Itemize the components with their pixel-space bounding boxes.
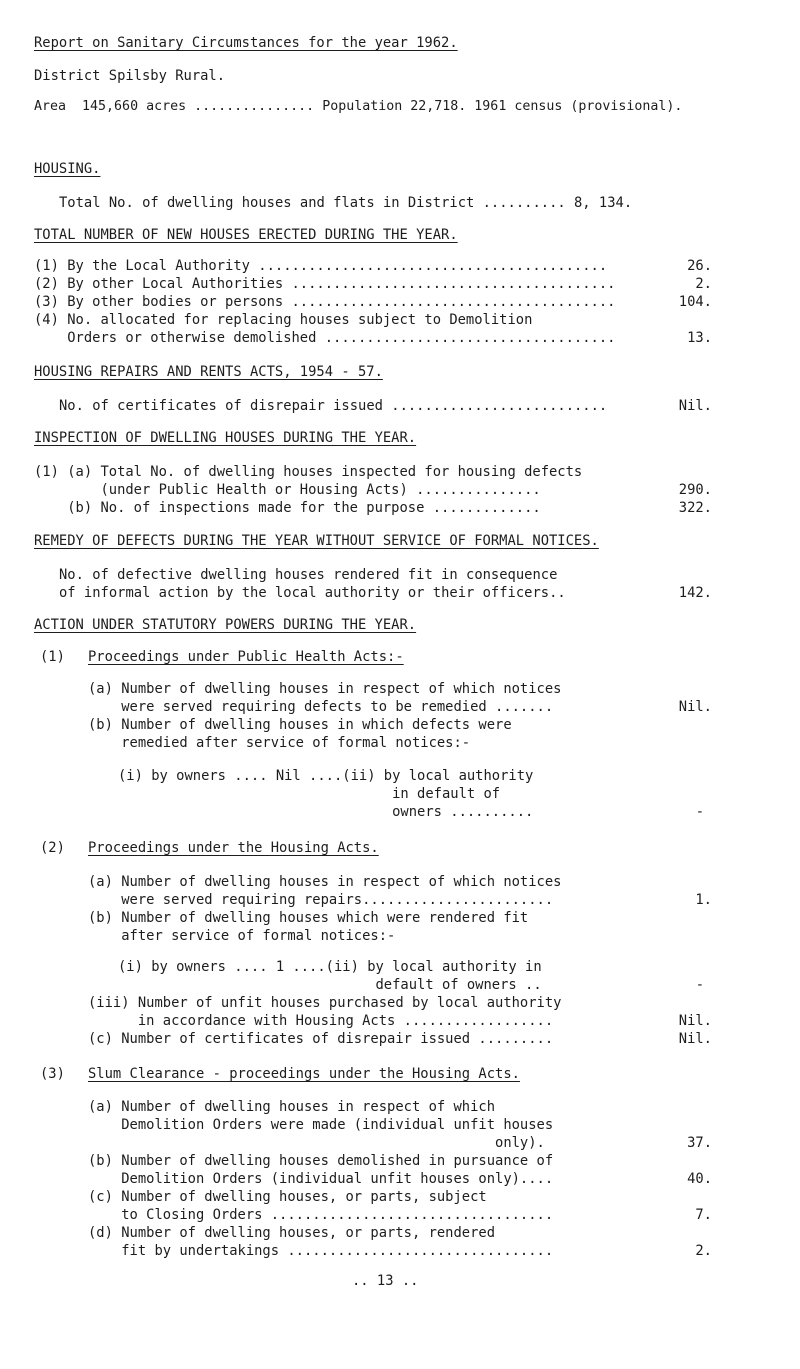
remedy-heading: REMEDY OF DEFECTS DURING THE YEAR WITHOUT SERVICE OF FORMAL NOTICES. <box>34 533 599 549</box>
sc-a-line-2: Demolition Orders were made (individual unfit houses <box>88 1117 554 1133</box>
inspection-line-a1: (1) (a) Total No. of dwelling houses inspected for housing defects <box>34 464 583 480</box>
sc-c-line-2: to Closing Orders .................................. <box>88 1207 554 1223</box>
inspection-value-b: 322. <box>678 500 712 516</box>
ph-a-value: Nil. <box>678 699 712 715</box>
section-number-2: (2) <box>40 840 65 856</box>
new-houses-item-3: (3) By other bodies or persons ....................................... <box>34 294 616 310</box>
ph-i-line-1: (i) by owners .... Nil ....(ii) by local authority <box>118 768 534 784</box>
sc-b-line-2: Demolition Orders (individual unfit houses only).... <box>88 1171 554 1187</box>
sc-a-value: 37. <box>687 1135 712 1151</box>
ph-i-line-2: in default of <box>118 786 501 802</box>
new-houses-value-4: 13. <box>687 330 712 346</box>
total-dwellings-line: Total No. of dwelling houses and flats in District .......... 8, 134. <box>59 195 633 211</box>
ha-i-line-1: (i) by owners .... 1 ....(ii) by local authority in <box>118 959 542 975</box>
district-line: District Spilsby Rural. <box>34 68 226 84</box>
inspection-line-a2: (under Public Health or Housing Acts) ............... <box>34 482 541 498</box>
sc-b-value: 40. <box>687 1171 712 1187</box>
repairs-line: No. of certificates of disrepair issued .......................... <box>59 398 608 414</box>
repairs-value: Nil. <box>678 398 712 414</box>
ha-a-line-1: (a) Number of dwelling houses in respect of which notices <box>88 874 562 890</box>
ha-a-value: 1. <box>695 892 712 908</box>
ph-i-value: - <box>695 804 704 820</box>
sc-d-line-1: (d) Number of dwelling houses, or parts, rendered <box>88 1225 496 1241</box>
sc-d-line-2: fit by undertakings ................................ <box>88 1243 554 1259</box>
ph-b-line-1: (b) Number of dwelling houses in which defects were <box>88 717 512 733</box>
new-houses-heading: TOTAL NUMBER OF NEW HOUSES ERECTED DURING THE YEAR. <box>34 227 458 243</box>
report-title: Report on Sanitary Circumstances for the year 1962. <box>34 35 458 51</box>
new-houses-item-4-cont: Orders or otherwise demolished ................................... <box>34 330 616 346</box>
inspection-value-a: 290. <box>678 482 712 498</box>
area-population-line: Area 145,660 acres ............... Population 22,718. 1961 census (provisional). <box>34 99 683 114</box>
ha-i-line-2: default of owners .. <box>118 977 542 993</box>
section-number-3: (3) <box>40 1066 65 1082</box>
housing-acts-heading: Proceedings under the Housing Acts. <box>88 840 379 856</box>
public-health-acts-heading: Proceedings under Public Health Acts:- <box>88 649 404 665</box>
new-houses-item-2: (2) By other Local Authorities ....................................... <box>34 276 616 292</box>
sc-a-line-3: only). <box>88 1135 545 1151</box>
remedy-line-1: No. of defective dwelling houses rendered fit in consequence <box>59 567 558 583</box>
inspection-line-b: (b) No. of inspections made for the purpose ............. <box>34 500 541 516</box>
ph-a-line-1: (a) Number of dwelling houses in respect of which notices <box>88 681 562 697</box>
ha-iii-line-1: (iii) Number of unfit houses purchased by local authority <box>88 995 562 1011</box>
remedy-value: 142. <box>678 585 712 601</box>
new-houses-value-1: 26. <box>687 258 712 274</box>
inspection-heading: INSPECTION OF DWELLING HOUSES DURING THE YEAR. <box>34 430 417 446</box>
housing-heading: HOUSING. <box>34 161 101 177</box>
slum-clearance-heading: Slum Clearance - proceedings under the Housing Acts. <box>88 1066 520 1082</box>
new-houses-value-2: 2. <box>695 276 712 292</box>
sc-c-line-1: (c) Number of dwelling houses, or parts, subject <box>88 1189 487 1205</box>
section-number-1: (1) <box>40 649 65 665</box>
remedy-line-2: of informal action by the local authority or their officers.. <box>59 585 566 601</box>
ha-iii-value: Nil. <box>678 1013 712 1029</box>
ha-a-line-2: were served requiring repairs....................... <box>88 892 554 908</box>
ha-c-value: Nil. <box>678 1031 712 1047</box>
ha-c-line: (c) Number of certificates of disrepair issued ......... <box>88 1031 554 1047</box>
ph-i-line-3: owners .......... <box>118 804 534 820</box>
ha-b-line-2: after service of formal notices:- <box>88 928 396 944</box>
action-heading: ACTION UNDER STATUTORY POWERS DURING THE YEAR. <box>34 617 417 633</box>
sc-a-line-1: (a) Number of dwelling houses in respect of which <box>88 1099 496 1115</box>
ha-b-line-1: (b) Number of dwelling houses which were rendered fit <box>88 910 529 926</box>
sc-d-value: 2. <box>695 1243 712 1259</box>
repairs-heading: HOUSING REPAIRS AND RENTS ACTS, 1954 - 57. <box>34 364 383 380</box>
ha-iii-line-2: in accordance with Housing Acts .................. <box>88 1013 554 1029</box>
page-number: .. 13 .. <box>352 1273 419 1289</box>
new-houses-item-4: (4) No. allocated for replacing houses subject to Demolition <box>34 312 533 328</box>
sc-c-value: 7. <box>695 1207 712 1223</box>
ph-a-line-2: were served requiring defects to be remedied ....... <box>88 699 554 715</box>
ha-i-value: - <box>695 977 704 993</box>
new-houses-value-3: 104. <box>678 294 712 310</box>
sc-b-line-1: (b) Number of dwelling houses demolished in pursuance of <box>88 1153 554 1169</box>
new-houses-item-1: (1) By the Local Authority .......................................... <box>34 258 608 274</box>
ph-b-line-2: remedied after service of formal notices:- <box>88 735 471 751</box>
